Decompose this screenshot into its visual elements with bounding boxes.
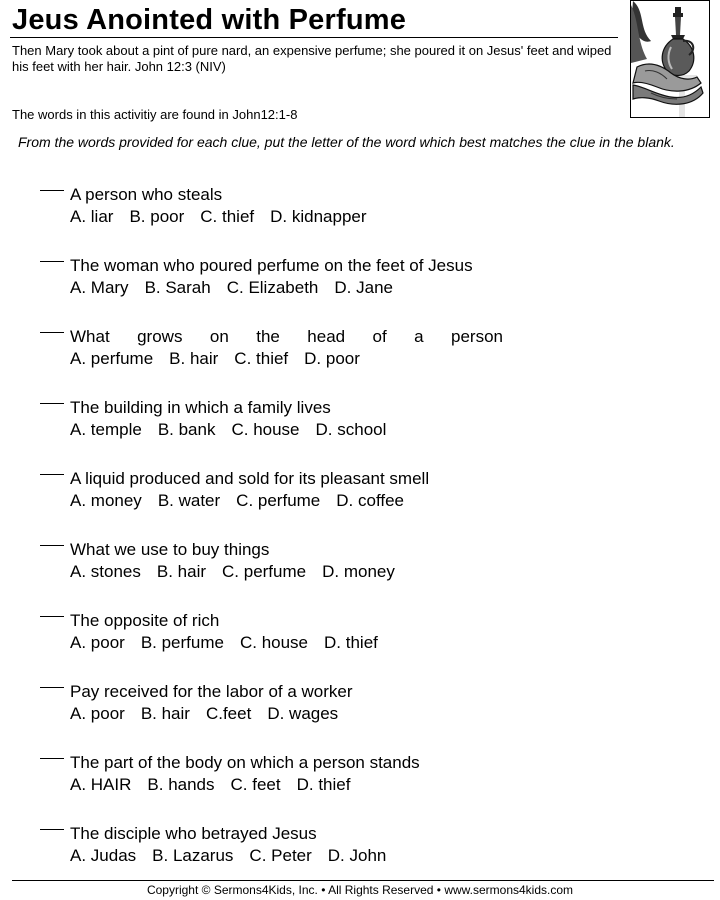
bible-verse: Then Mary took about a pint of pure nard, an expensive perfume; she poured it on Jesus' feet and wiped his feet with her hair. John 12:3 (NIV)	[12, 43, 612, 74]
question-clue: Pay received for the labor of a worker	[70, 682, 353, 701]
option: B. hair	[140, 704, 190, 723]
option: A. poor	[70, 633, 125, 652]
option: C. perfume	[236, 491, 321, 510]
option: B. Lazarus	[152, 846, 234, 865]
question-clue: A liquid produced and sold for its pleasant smell	[70, 469, 430, 488]
option: D. money	[322, 562, 395, 581]
hands-holding-perfume-icon	[631, 1, 709, 117]
option: D. Jane	[334, 278, 393, 297]
question-item	[40, 753, 680, 797]
question-clue: The building in which a family lives	[70, 398, 331, 417]
perfume-jar-illustration	[630, 0, 710, 118]
option: A. HAIR	[70, 775, 132, 794]
question-item	[40, 256, 680, 300]
answer-blank[interactable]	[40, 261, 64, 262]
option: A. stones	[70, 562, 141, 581]
option: D. wages	[267, 704, 339, 723]
answer-options	[70, 491, 420, 511]
option: C.feet	[205, 704, 252, 723]
answer-blank[interactable]	[40, 687, 64, 688]
answer-options	[70, 349, 376, 369]
option: D. poor	[304, 349, 360, 368]
option: B. poor	[129, 207, 185, 226]
option: B. hands	[147, 775, 215, 794]
option: B. hair	[169, 349, 219, 368]
answer-options	[70, 633, 394, 653]
option: D. John	[327, 846, 387, 865]
question-item	[40, 611, 680, 655]
option: A. money	[70, 491, 142, 510]
option: B. bank	[157, 420, 216, 439]
question-clue: The opposite of rich	[70, 611, 220, 630]
option: A. temple	[70, 420, 142, 439]
option: A. Mary	[70, 278, 129, 297]
answer-options	[70, 420, 402, 440]
option: C. thief	[234, 349, 289, 368]
option: A. liar	[70, 207, 114, 226]
option: D. coffee	[336, 491, 404, 510]
option: D. school	[315, 420, 387, 439]
answer-options	[70, 775, 366, 795]
option: A. poor	[70, 704, 125, 723]
option: C. feet	[230, 775, 281, 794]
page-title: Jeus Anointed with Perfume	[12, 4, 407, 36]
answer-blank[interactable]	[40, 332, 64, 333]
question-item	[40, 327, 680, 371]
question-clue: What we use to buy things	[70, 540, 270, 559]
title-divider	[10, 37, 618, 38]
question-clue: The woman who poured perfume on the feet of Jesus	[70, 256, 473, 275]
answer-options	[70, 207, 383, 227]
answer-blank[interactable]	[40, 829, 64, 830]
option: C. Peter	[249, 846, 312, 865]
option: C. thief	[200, 207, 255, 226]
answer-blank[interactable]	[40, 616, 64, 617]
copyright-footer: Copyright © Sermons4Kids, Inc. • All Rights Reserved • www.sermons4kids.com	[146, 883, 574, 897]
option: C. house	[239, 633, 309, 652]
option: C. Elizabeth	[226, 278, 319, 297]
question-clue: What grows on the head of a person	[70, 327, 503, 346]
option: C. perfume	[222, 562, 307, 581]
option: B. perfume	[140, 633, 224, 652]
question-item	[40, 540, 680, 584]
option: B. hair	[156, 562, 207, 581]
answer-options	[70, 278, 409, 298]
question-clue: The disciple who betrayed Jesus	[70, 824, 317, 843]
answer-blank[interactable]	[40, 758, 64, 759]
answer-options	[70, 846, 402, 866]
scripture-reference: The words in this activitiy are found in John12:1-8	[12, 107, 298, 122]
answer-options	[70, 562, 411, 582]
question-item	[40, 398, 680, 442]
answer-options	[70, 704, 354, 724]
question-clue: The part of the body on which a person stands	[70, 753, 420, 772]
question-item	[40, 185, 680, 229]
question-item	[40, 682, 680, 726]
footer-divider	[12, 880, 714, 881]
option: D. thief	[324, 633, 378, 652]
question-item	[40, 824, 680, 868]
option: A. perfume	[70, 349, 154, 368]
option: D. thief	[296, 775, 351, 794]
answer-blank[interactable]	[40, 545, 64, 546]
instructions: From the words provided for each clue, put the letter of the word which best matches the clue in the blank.	[18, 134, 675, 150]
question-clue: A person who steals	[70, 185, 223, 204]
option: D. kidnapper	[270, 207, 367, 226]
answer-blank[interactable]	[40, 190, 64, 191]
question-item	[40, 469, 680, 513]
option: B. water	[157, 491, 221, 510]
option: A. Judas	[70, 846, 137, 865]
option: B. Sarah	[144, 278, 211, 297]
answer-blank[interactable]	[40, 474, 64, 475]
option: C. house	[231, 420, 300, 439]
answer-blank[interactable]	[40, 403, 64, 404]
